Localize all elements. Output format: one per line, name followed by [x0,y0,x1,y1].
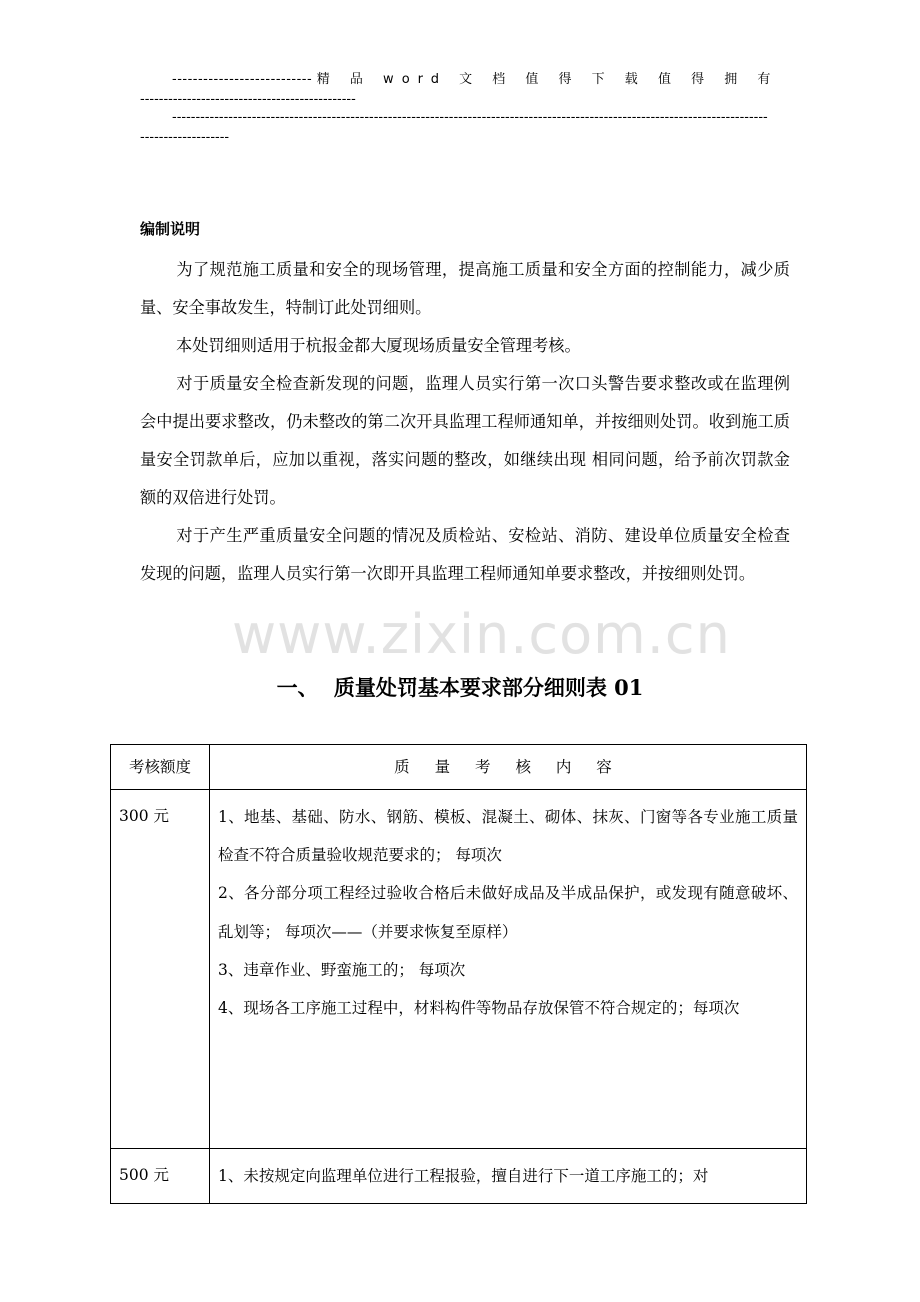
header-line-1 [172,68,787,87]
watermark: www.zixin.com.cn [232,603,731,666]
title-number: 一、 [276,675,319,700]
header-content: 质 量 考 核 内 容 [210,745,807,790]
table-title [0,672,920,702]
header-slogan: 精 品 word 文 档 值 得 下 载 值 得 拥 有 [316,72,779,87]
penalty-table [110,744,807,1204]
paragraph-text: 本处罚细则适用于杭报金都大厦现场质量安全管理考核。 [176,336,581,355]
header-line-2: ---------------------------------------------- [140,92,356,107]
list-item: 1、未按规定向监理单位进行工程报验，擅自进行下一道工序施工的；对 [218,1167,709,1185]
amount-cell: 300 元 [111,790,210,1149]
paragraph-procedure [140,365,790,517]
list-item: 3、违章作业、野蛮施工的； 每项次 [218,960,466,979]
header-amount: 考核额度 [111,745,210,790]
paragraph-scope [140,327,790,365]
list-item: 1、地基、基础、防水、钢筋、模板、混凝土、砌体、抹灰、门窗等各专业施工质量检查不符合质量验收规范要求的； 每项次 [218,808,798,865]
amount-cell: 500 元 [111,1149,210,1204]
paragraph-purpose [140,251,790,327]
list-item: 2、各分部分项工程经过验收合格后未做好成品及半成品保护，或发现有随意破坏、乱划等； 每项次——（并要求恢复至原样） [218,884,798,941]
content-cell [210,790,807,1149]
paragraph-serious-issues [140,517,790,593]
table-row [111,1149,807,1204]
paragraph-text: 对于产生严重质量安全问题的情况及质检站、安检站、消防、建设单位质量安全检查发现的问题，监理人员实行第一次即开具监理工程师通知单要求整改，并按细则处罚。 [140,526,790,583]
paragraph-text: 为了规范施工质量和安全的现场管理，提高施工质量和安全方面的控制能力，减少质量、安全事故发生，特制订此处罚细则。 [140,260,790,317]
title-text: 质量处罚基本要求部分细则表 01 [333,675,644,700]
table-row [111,790,807,1149]
header-line-3: ------------------------------------------------------------------------------------------------------------------------------- [172,110,768,125]
content-cell [210,1149,807,1204]
list-item: 4、现场各工序施工过程中，材料构件等物品存放保管不符合规定的；每项次 [218,999,740,1018]
header-dashes: --------------------------- [172,72,313,87]
table-header-row [111,745,807,790]
section-heading: 编制说明 [140,220,201,238]
header-line-4: ------------------- [140,130,230,145]
paragraph-text: 对于质量安全检查新发现的问题，监理人员实行第一次口头警告要求整改或在监理例会中提出要求整改，仍未整改的第二次开具监理工程师通知单，并按细则处罚。收到施工质量安全罚款单后，应加以重视，落实问题的整改，如继续出现 相同问题，给予前次罚款金额的双倍进行处罚。 [140,374,790,507]
